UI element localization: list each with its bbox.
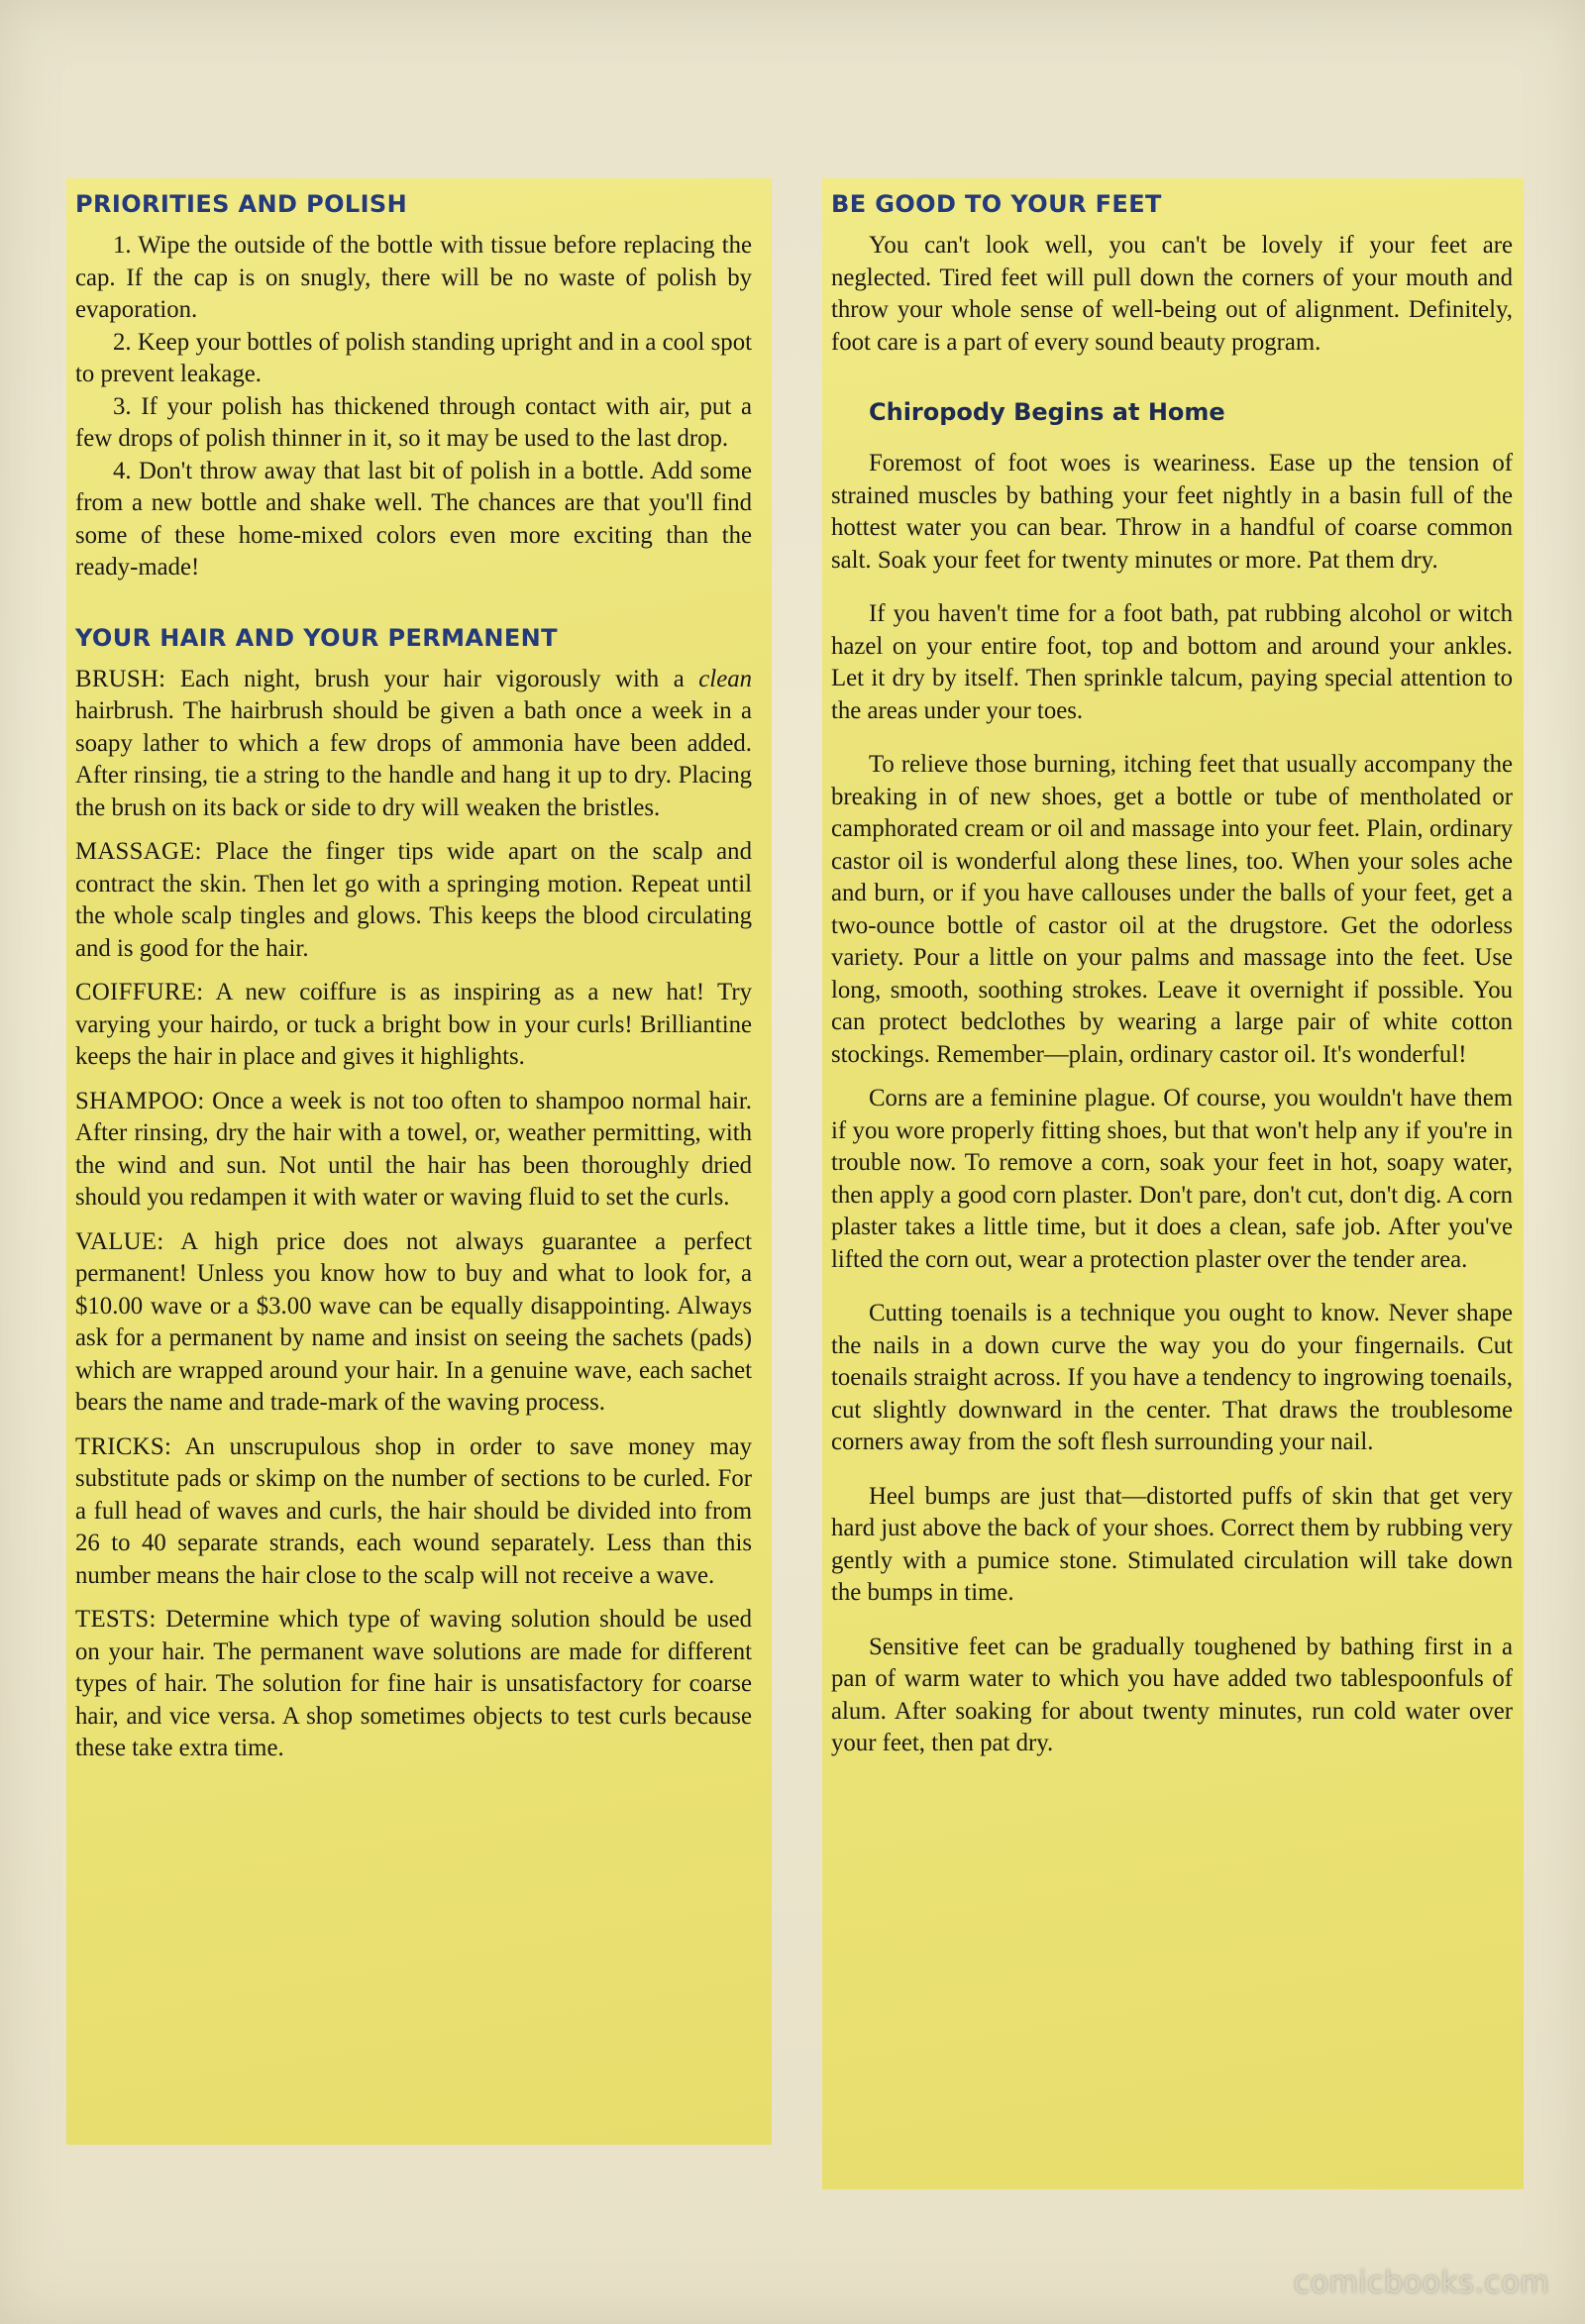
hair-entry-coiffure bbox=[75, 977, 752, 1074]
chiropody-paragraph: Cutting toenails is a technique you ought to know. Never shape the nails in a down curve the way you do your fingernails. Cut toenails straight across. If you have a tendency to ingrowing toenails, cut slightly downward in the center. That draws the troublesome corners away from the soft flesh surrounding your nail. bbox=[831, 1300, 1513, 1455]
hair-entry-tests bbox=[75, 1604, 752, 1765]
chiropody-paragraph: If you haven't time for a foot bath, pat rubbing alcohol or witch hazel on your entire foot, top and bottom and around your ankles. Let it dry by itself. Then sprinkle talcum, paying special attention to the areas under your toes. bbox=[831, 600, 1513, 724]
entry-text: Each night, brush your hair vigorously with a bbox=[179, 665, 699, 692]
polish-heading: PRIORITIES AND POLISH bbox=[75, 190, 408, 218]
entry-emphasis: clean bbox=[698, 665, 752, 692]
chiropody-paragraph: Foremost of foot woes is weariness. Ease up the tension of strained muscles by bathing your feet nightly in a basin full of the hottest water you can bear. Throw in a handful of coarse common salt. Soak your feet for twenty minutes or more. Pat them dry. bbox=[831, 450, 1513, 574]
polish-item: 3. If your polish has thickened through contact with air, put a few drops of polish thinner in it, so it may be used to the last drop. bbox=[75, 392, 752, 452]
entry-text: An unscrupulous shop in order to save money may substitute pads or skimp on the number of sections to be curled. For a full head of waves and curls, the hair should be divided into from 26 to 40 separate strands, each wound separately. Less than this number means the hair close to the scalp will not receive a wave. bbox=[75, 1432, 752, 1589]
entry-term: BRUSH: bbox=[75, 665, 166, 692]
chiropody-paragraph: To relieve those burning, itching feet that usually accompany the breaking in of new shoes, get a bottle or tube of mentholated or camphorated cream or oil and massage into your feet. Plain, ordinary castor oil is wonderful along these lines, too. When your soles ache and burn, or if you have callouses under the balls of your feet, get a two-ounce bottle of castor oil at the drugstore. Get the odorless variety. Pour a little on your palms and massage into the feet. Use long, smooth, soothing strokes. Leave it overnight if possible. You can protect bedclothes by wearing a large pair of white cotton stockings. Remember—plain, ordinary castor oil. It's wonderful! bbox=[831, 751, 1513, 1068]
hair-entry-brush bbox=[75, 664, 752, 825]
entry-text: Once a week is not too often to shampoo normal hair. After rinsing, dry the hair with a towel, or, weather permitting, with the wind and sun. Not until the hair has been thoroughly dried should you redampen it with water or waving fluid to set the curls. bbox=[75, 1087, 752, 1211]
site-watermark: comicbooks.com bbox=[1293, 2266, 1549, 2300]
hair-entry-massage bbox=[75, 836, 752, 965]
entry-text: hairbrush. The hairbrush should be given a bath once a week in a soapy lather to which a few drops of ammonia have been added. After rinsing, tie a string to the handle and hang it up to dry. Placing the brush on its back or side to dry will weaken the bristles. bbox=[75, 697, 752, 821]
entry-term: MASSAGE: bbox=[75, 838, 202, 865]
polish-item: 1. Wipe the outside of the bottle with tissue before replacing the cap. If the cap is on snugly, there will be no waste of polish by evaporation. bbox=[75, 232, 752, 323]
entry-term: TRICKS: bbox=[75, 1432, 172, 1460]
entry-text: Determine which type of waving solution should be used on your hair. The permanent wave solutions are made for different types of hair. The solution for fine hair is unsatisfactory for coarse hair, and vice versa. A shop sometimes objects to test curls because these take extra time. bbox=[75, 1606, 752, 1761]
hair-entry-shampoo bbox=[75, 1086, 752, 1215]
entry-text: A new coiffure is as inspiring as a new hat! Try varying your hairdo, or tuck a bright bow in your curls! Brilliantine keeps the hair in place and gives it highlights. bbox=[75, 979, 752, 1070]
entry-term: TESTS: bbox=[75, 1606, 157, 1633]
polish-item: 4. Don't throw away that last bit of polish in a bottle. Add some from a new bottle and shake well. The chances are that you'll find some of these home-mixed colors even more exciting than the ready-made! bbox=[75, 457, 752, 581]
chiropody-subheading: Chiropody Begins at Home bbox=[869, 398, 1225, 426]
entry-text: A high price does not always guarantee a perfect permanent! Unless you know how to buy and what to look for, a $10.00 wave or a $3.00 wave can be equally disappointing. Always ask for a permanent by name and insist on seeing the sachets (pads) which are wrapped around your hair. In a genuine wave, each sachet bears the name and trade-mark of the waving process. bbox=[75, 1227, 752, 1416]
hair-heading: YOUR HAIR AND YOUR PERMANENT bbox=[75, 623, 558, 652]
feet-heading: BE GOOD TO YOUR FEET bbox=[831, 190, 1162, 218]
hair-entry-tricks bbox=[75, 1431, 752, 1593]
feet-intro: You can't look well, you can't be lovely if your feet are neglected. Tired feet will pull down the corners of your mouth and throw your whole sense of well-being out of alignment. Definitely, foot care is a part of every sound beauty program. bbox=[831, 232, 1513, 356]
hair-entry-value bbox=[75, 1226, 752, 1420]
entry-term: SHAMPOO: bbox=[75, 1087, 205, 1114]
polish-item: 2. Keep your bottles of polish standing upright and in a cool spot to prevent leakage. bbox=[75, 328, 752, 387]
entry-text: Place the finger tips wide apart on the scalp and contract the skin. Then let go with a springing motion. Repeat until the whole scalp tingles and glows. This keeps the blood circulating and is good for the hair. bbox=[75, 838, 752, 962]
entry-term: VALUE: bbox=[75, 1227, 164, 1255]
chiropody-paragraph: Heel bumps are just that—distorted puffs of skin that get very hard just above the back of your shoes. Correct them by rubbing very gently with a pumice stone. Stimulated circulation will take down the bumps in time. bbox=[831, 1482, 1513, 1606]
chiropody-paragraph: Sensitive feet can be gradually toughened by bathing first in a pan of warm water to which you have added two tablespoonfuls of alum. After soaking for about twenty minutes, run cold water over your feet, then pat dry. bbox=[831, 1633, 1513, 1756]
chiropody-paragraph: Corns are a feminine plague. Of course, you wouldn't have them if you wore properly fitting shoes, but that won't help any if you're in trouble now. To remove a corn, soak your feet in hot, soapy water, then apply a good corn plaster. Don't pare, don't cut, don't dig. A corn plaster takes a little time, but it does a clean, safe job. After you've lifted the corn out, wear a protection plaster over the tender area. bbox=[831, 1085, 1513, 1273]
left-column-panel bbox=[66, 178, 772, 2145]
entry-term: COIFFURE: bbox=[75, 979, 204, 1005]
right-column-panel bbox=[822, 178, 1524, 2189]
